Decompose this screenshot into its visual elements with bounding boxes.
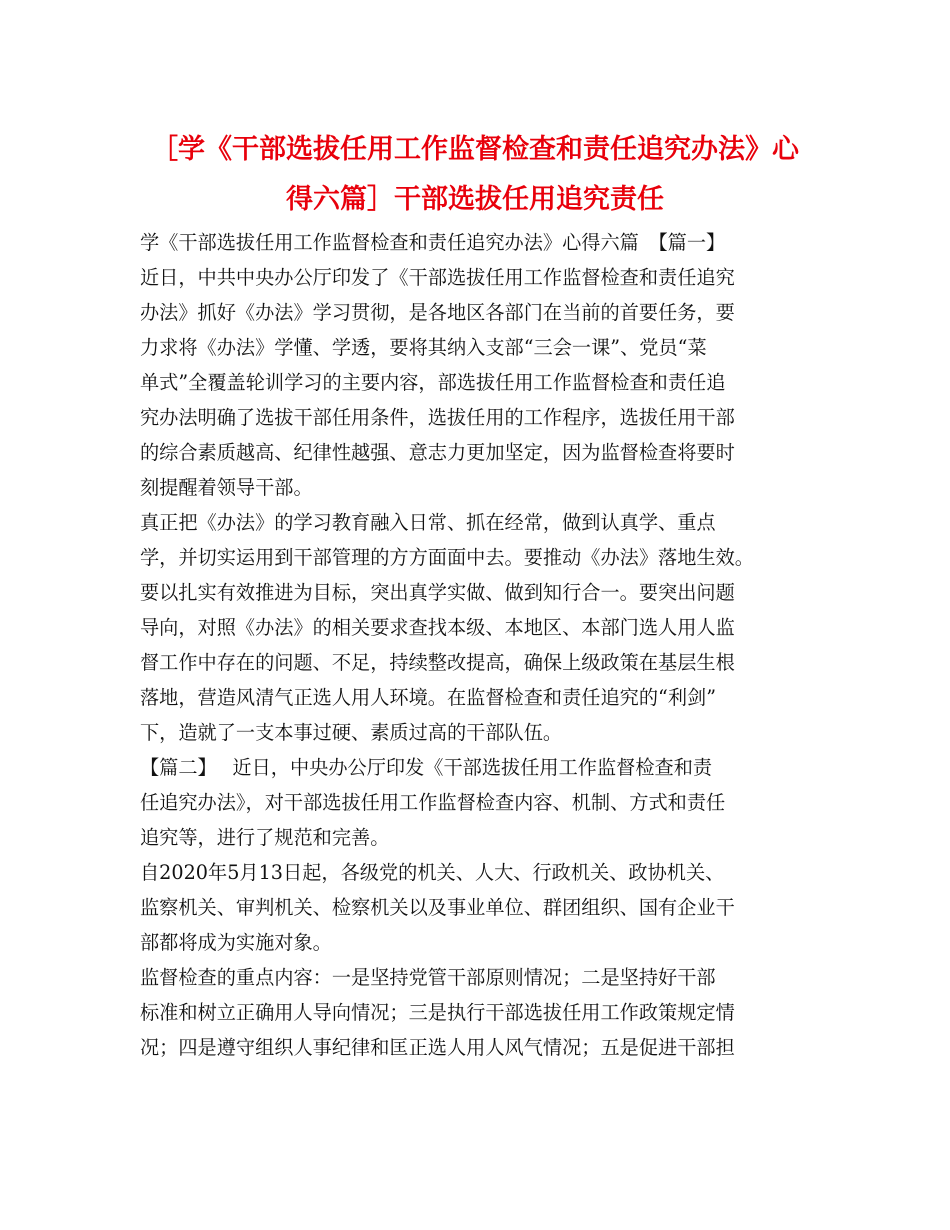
body-text-line: 落地，营造风清气正选人用人环境。在监督检查和责任追究的“利剑” <box>140 686 717 709</box>
body-text-line: 任追究办法》，对干部选拔任用工作监督检查内容、机制、方式和责任 <box>140 791 726 814</box>
body-text-line: 监督检查的重点内容：一是坚持党管干部原则情况；二是坚持好干部 <box>140 966 716 989</box>
body-text-line: 学，并切实运用到干部管理的方方面面中去。要推动《办法》落地生效。 <box>140 546 754 569</box>
document-body <box>140 225 820 1065</box>
body-text-line: 究办法明确了选拔干部任用条件，选拔任用的工作程序，选拔任用干部 <box>140 406 735 429</box>
body-text-line: 办法》抓好《办法》学习贯彻，是各地区各部门在当前的首要任务，要 <box>140 301 735 324</box>
body-text-line: 真正把《办法》的学习教育融入日常、抓在经常，做到认真学、重点 <box>140 511 716 534</box>
body-text-line: 督工作中存在的问题、不足，持续整改提高，确保上级政策在基层生根 <box>140 651 735 674</box>
body-text-line: 下，造就了一支本事过硬、素质过高的干部队伍。 <box>140 721 563 744</box>
body-text-line: 的综合素质越高、纪律性越强、意志力更加坚定，因为监督检查将要时 <box>140 441 735 464</box>
title-line: 得六篇］干部选拔任用追究责任 <box>286 184 664 215</box>
body-text-line: 力求将《办法》学懂、学透，要将其纳入支部“三会一课”、党员“菜 <box>140 336 707 359</box>
document-title <box>100 125 850 225</box>
body-text-line: 单式”全覆盖轮训学习的主要内容，部选拔任用工作监督检查和责任追 <box>140 371 726 394</box>
body-text-line: 学《干部选拔任用工作监督检查和责任追究办法》心得六篇 【篇一】 <box>140 231 726 254</box>
body-text-line: 自2020年5月13日起，各级党的机关、人大、行政机关、政协机关、 <box>140 861 725 884</box>
body-text-line: 要以扎实有效推进为目标，突出真学实做、做到知行合一。要突出问题 <box>140 581 735 604</box>
body-text-line: 标准和树立正确用人导向情况；三是执行干部选拔任用工作政策规定情 <box>140 1001 735 1024</box>
body-text-line: 部都将成为实施对象。 <box>140 931 332 954</box>
body-text-line: 刻提醒着领导干部。 <box>140 476 313 499</box>
body-text-line: 监察机关、审判机关、检察机关以及事业单位、群团组织、国有企业干 <box>140 896 735 919</box>
body-text-line: 【篇二】 近日，中央办公厅印发《干部选拔任用工作监督检查和责 <box>140 756 713 779</box>
body-text-line: 导向，对照《办法》的相关要求查找本级、本地区、本部门选人用人监 <box>140 616 735 639</box>
body-text-line: 近日，中共中央办公厅印发了《干部选拔任用工作监督检查和责任追究 <box>140 266 735 289</box>
body-text-line: 况；四是遵守组织人事纪律和匡正选人用人风气情况；五是促进干部担 <box>140 1036 735 1059</box>
title-line: ［学《干部选拔任用工作监督检查和责任追究办法》心 <box>151 134 799 165</box>
body-text-line: 追究等，进行了规范和完善。 <box>140 826 390 849</box>
